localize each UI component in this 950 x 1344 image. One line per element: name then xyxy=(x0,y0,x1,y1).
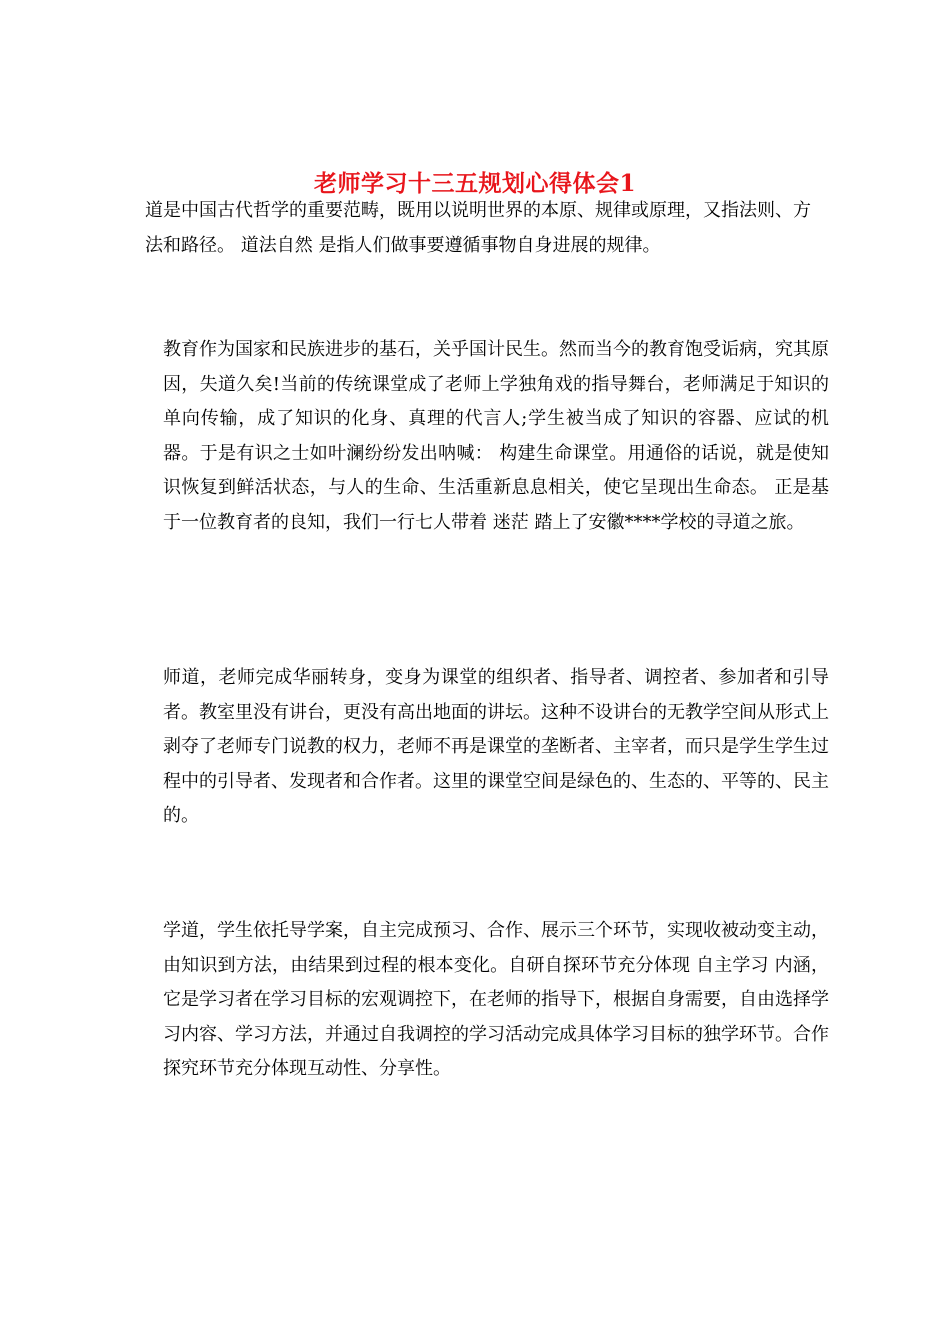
document-title: 老师学习十三五规划心得体会1 xyxy=(313,170,636,198)
paragraph-student-way: 学道，学生依托导学案，自主完成预习、合作、展示三个环节，实现收被动变主动，由知识到方法，由结果到过程的根本变化。自研自探环节充分体现 自主学习 内涵，它是学习者在学习目标的宏观调控下，在老师的指导下，根据自身需要，自由选择学习内容、学习方法，并通过自我调控的学习活动完成具体学习目标的独学环节。合作探究环节充分体现互动性、分享性。 xyxy=(163,920,829,1079)
paragraph-education: 教育作为国家和民族进步的基石，关乎国计民生。然而当今的教育饱受诟病，究其原因，失道久矣!当前的传统课堂成了老师上学独角戏的指导舞台，老师满足于知识的单向传输，成了知识的化身、真理的代言人;学生被当成了知识的容器、应试的机器。于是有识之士如叶澜纷纷发出呐喊： 构建生命课堂。用通俗的话说，就是使知识恢复到鲜活状态，与人的生命、生活重新息息相关，使它呈现出生命态。 正是基于一位教育者的良知，我们一行七人带着 迷茫 踏上了安徽****学校的寻道之旅。 xyxy=(163,339,829,533)
paragraph-intro: 道是中国古代哲学的重要范畴，既用以说明世界的本原、规律或原理，又指法则、方法和路径。 道法自然 是指人们做事要遵循事物自身进展的规律。 xyxy=(145,200,811,256)
paragraph-teacher-way: 师道，老师完成华丽转身，变身为课堂的组织者、指导者、调控者、参加者和引导者。教室里没有讲台，更没有高出地面的讲坛。这种不设讲台的无教学空间从形式上剥夺了老师专门说教的权力，老师不再是课堂的垄断者、主宰者，而只是学生学生过程中的引导者、发现者和合作者。这里的课堂空间是绿色的、生态的、平等的、民主的。 xyxy=(163,667,829,826)
